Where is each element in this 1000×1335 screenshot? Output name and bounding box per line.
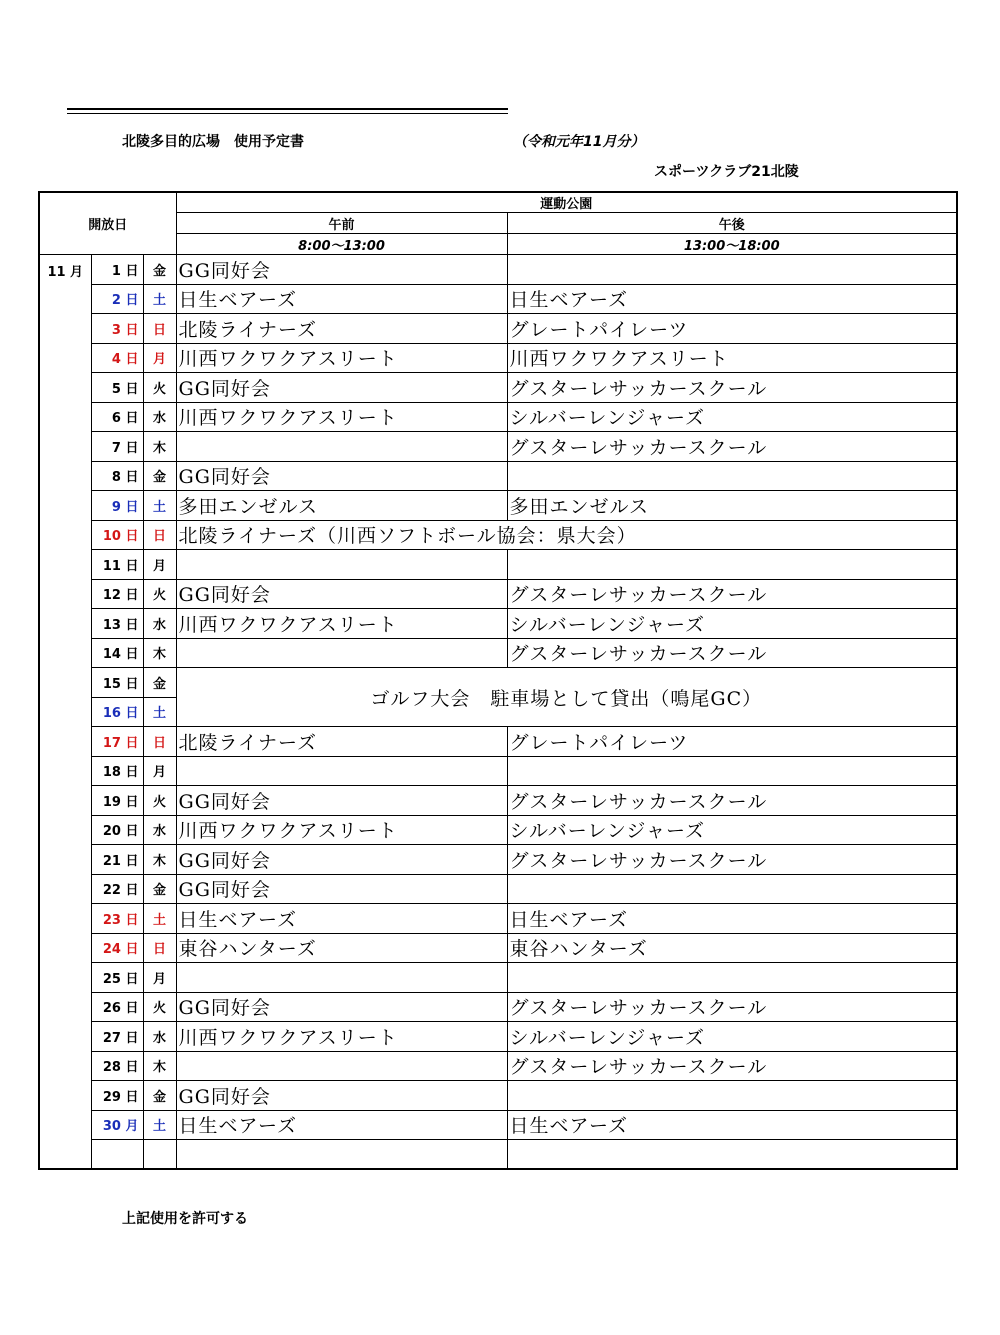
weekday-cell: 月: [143, 343, 176, 373]
weekday-cell: 水: [143, 609, 176, 639]
am-event-cell: GG同好会: [176, 579, 507, 609]
day-cell: 4 日: [91, 343, 143, 373]
weekday-cell: 日: [143, 520, 176, 550]
day-cell: 27 日: [91, 1022, 143, 1052]
schedule-table: [38, 191, 958, 1170]
weekday-cell: 金: [143, 255, 176, 285]
pm-event-cell: シルバーレンジャーズ: [507, 609, 957, 639]
pm-event-cell: シルバーレンジャーズ: [507, 815, 957, 845]
table-row: [39, 963, 957, 993]
weekday-cell: 金: [143, 461, 176, 491]
pm-event-cell: グスターレサッカースクール: [507, 845, 957, 875]
am-event-cell: 川西ワクワクアスリート: [176, 815, 507, 845]
pm-event-cell: シルバーレンジャーズ: [507, 402, 957, 432]
weekday-cell: 日: [143, 727, 176, 757]
am-event-cell: 多田エンゼルス: [176, 491, 507, 521]
pm-event-cell: 東谷ハンターズ: [507, 933, 957, 963]
am-event-cell: GG同好会: [176, 1081, 507, 1111]
am-time-header: 8:00～13:00: [176, 234, 507, 255]
am-event-cell: [176, 432, 507, 462]
table-row: [39, 520, 957, 550]
weekday-cell: [143, 1140, 176, 1170]
pm-event-cell: [507, 1081, 957, 1111]
day-cell: 1 日: [91, 255, 143, 285]
am-event-cell: 北陵ライナーズ: [176, 314, 507, 344]
pm-event-cell: グスターレサッカースクール: [507, 786, 957, 816]
day-cell: 10 日: [91, 520, 143, 550]
table-row: [39, 550, 957, 580]
table-row: [39, 609, 957, 639]
table-row: [39, 402, 957, 432]
weekday-cell: 火: [143, 373, 176, 403]
day-cell: 8 日: [91, 461, 143, 491]
weekday-cell: 土: [143, 284, 176, 314]
day-cell: 23 日: [91, 904, 143, 934]
table-row: [39, 1110, 957, 1140]
pm-event-cell: [507, 874, 957, 904]
weekday-cell: 木: [143, 432, 176, 462]
venue-header: 運動公園: [176, 192, 957, 213]
pm-event-cell: [507, 756, 957, 786]
am-header: 午前: [176, 213, 507, 234]
table-row: [39, 845, 957, 875]
day-cell: [91, 1140, 143, 1170]
table-row: [39, 579, 957, 609]
table-row: [39, 284, 957, 314]
weekday-cell: 水: [143, 815, 176, 845]
table-row: [39, 432, 957, 462]
am-event-cell: GG同好会: [176, 255, 507, 285]
day-cell: 22 日: [91, 874, 143, 904]
table-row: [39, 1022, 957, 1052]
table-row: [39, 1081, 957, 1111]
day-cell: 9 日: [91, 491, 143, 521]
weekday-cell: 木: [143, 845, 176, 875]
am-event-cell: 日生ベアーズ: [176, 1110, 507, 1140]
table-row: [39, 815, 957, 845]
pm-event-cell: 川西ワクワクアスリート: [507, 343, 957, 373]
am-event-cell: GG同好会: [176, 461, 507, 491]
table-row: [39, 786, 957, 816]
day-cell: 13 日: [91, 609, 143, 639]
table-row: [39, 373, 957, 403]
weekday-cell: 金: [143, 1081, 176, 1111]
day-cell: 14 日: [91, 638, 143, 668]
pm-event-cell: グレートパイレーツ: [507, 314, 957, 344]
am-event-cell: GG同好会: [176, 373, 507, 403]
pm-header: 午後: [507, 213, 957, 234]
day-cell: 6 日: [91, 402, 143, 432]
table-row: [39, 1051, 957, 1081]
table-row: [39, 756, 957, 786]
am-event-cell: [176, 963, 507, 993]
weekday-cell: 火: [143, 992, 176, 1022]
day-cell: 28 日: [91, 1051, 143, 1081]
day-cell: 15 日: [91, 668, 143, 698]
month-cell: 11 月: [39, 255, 91, 1170]
pm-event-cell: グスターレサッカースクール: [507, 579, 957, 609]
day-cell: 21 日: [91, 845, 143, 875]
top-rule: [67, 108, 508, 114]
weekday-cell: 月: [143, 756, 176, 786]
day-cell: 30 月: [91, 1110, 143, 1140]
day-cell: 25 日: [91, 963, 143, 993]
pm-event-cell: [507, 1140, 957, 1170]
weekday-cell: 土: [143, 491, 176, 521]
pm-event-cell: [507, 550, 957, 580]
day-cell: 20 日: [91, 815, 143, 845]
pm-event-cell: グスターレサッカースクール: [507, 1051, 957, 1081]
merged-event-cell: 北陵ライナーズ（川西ソフトボール協会：県大会）: [176, 520, 957, 550]
table-row: [39, 638, 957, 668]
day-cell: 5 日: [91, 373, 143, 403]
am-event-cell: [176, 550, 507, 580]
am-event-cell: 川西ワクワクアスリート: [176, 402, 507, 432]
document-title: 北陵多目的広場 使用予定書: [122, 134, 304, 150]
am-event-cell: 川西ワクワクアスリート: [176, 1022, 507, 1052]
pm-event-cell: 日生ベアーズ: [507, 1110, 957, 1140]
weekday-cell: 月: [143, 963, 176, 993]
am-event-cell: GG同好会: [176, 845, 507, 875]
day-cell: 3 日: [91, 314, 143, 344]
weekday-cell: 木: [143, 638, 176, 668]
weekday-cell: 火: [143, 786, 176, 816]
weekday-cell: 木: [143, 1051, 176, 1081]
am-event-cell: GG同好会: [176, 992, 507, 1022]
weekday-cell: 土: [143, 697, 176, 727]
pm-event-cell: シルバーレンジャーズ: [507, 1022, 957, 1052]
am-event-cell: [176, 1051, 507, 1081]
am-event-cell: [176, 638, 507, 668]
day-cell: 29 日: [91, 1081, 143, 1111]
am-event-cell: 東谷ハンターズ: [176, 933, 507, 963]
table-row: [39, 668, 957, 698]
pm-event-cell: 多田エンゼルス: [507, 491, 957, 521]
pm-event-cell: グスターレサッカースクール: [507, 373, 957, 403]
weekday-cell: 金: [143, 668, 176, 698]
weekday-cell: 水: [143, 402, 176, 432]
weekday-cell: 日: [143, 314, 176, 344]
pm-event-cell: [507, 461, 957, 491]
weekday-cell: 金: [143, 874, 176, 904]
pm-event-cell: グスターレサッカースクール: [507, 432, 957, 462]
table-row: [39, 491, 957, 521]
am-event-cell: [176, 1140, 507, 1170]
table-row: [39, 933, 957, 963]
table-row: [39, 314, 957, 344]
day-cell: 18 日: [91, 756, 143, 786]
weekday-cell: 火: [143, 579, 176, 609]
pm-event-cell: グスターレサッカースクール: [507, 638, 957, 668]
open-day-header: 開放日: [39, 192, 176, 255]
weekday-cell: 日: [143, 933, 176, 963]
day-cell: 26 日: [91, 992, 143, 1022]
day-cell: 24 日: [91, 933, 143, 963]
day-cell: 12 日: [91, 579, 143, 609]
am-event-cell: 日生ベアーズ: [176, 904, 507, 934]
day-cell: 2 日: [91, 284, 143, 314]
approval-note: 上記使用を許可する: [122, 1211, 248, 1227]
pm-time-header: 13:00～18:00: [507, 234, 957, 255]
day-cell: 7 日: [91, 432, 143, 462]
am-event-cell: 川西ワクワクアスリート: [176, 609, 507, 639]
table-row: [39, 874, 957, 904]
table-row: [39, 1140, 957, 1170]
pm-event-cell: グスターレサッカースクール: [507, 992, 957, 1022]
organization-name: スポーツクラブ21北陵: [654, 164, 799, 180]
weekday-cell: 土: [143, 904, 176, 934]
am-event-cell: 北陵ライナーズ: [176, 727, 507, 757]
day-cell: 16 日: [91, 697, 143, 727]
pm-event-cell: 日生ベアーズ: [507, 284, 957, 314]
pm-event-cell: [507, 255, 957, 285]
am-event-cell: GG同好会: [176, 786, 507, 816]
day-cell: 17 日: [91, 727, 143, 757]
am-event-cell: GG同好会: [176, 874, 507, 904]
pm-event-cell: [507, 963, 957, 993]
period-label: （令和元年11月分）: [513, 134, 645, 150]
table-row: [39, 727, 957, 757]
table-row: [39, 461, 957, 491]
table-row: [39, 343, 957, 373]
weekday-cell: 水: [143, 1022, 176, 1052]
table-row: [39, 255, 957, 285]
day-cell: 19 日: [91, 786, 143, 816]
am-event-cell: [176, 756, 507, 786]
pm-event-cell: 日生ベアーズ: [507, 904, 957, 934]
pm-event-cell: グレートパイレーツ: [507, 727, 957, 757]
table-row: [39, 904, 957, 934]
multi-day-event-cell: ゴルフ大会 駐車場として貸出（鳴尾GC）: [176, 668, 957, 727]
am-event-cell: 川西ワクワクアスリート: [176, 343, 507, 373]
weekday-cell: 土: [143, 1110, 176, 1140]
day-cell: 11 日: [91, 550, 143, 580]
am-event-cell: 日生ベアーズ: [176, 284, 507, 314]
table-row: [39, 992, 957, 1022]
weekday-cell: 月: [143, 550, 176, 580]
